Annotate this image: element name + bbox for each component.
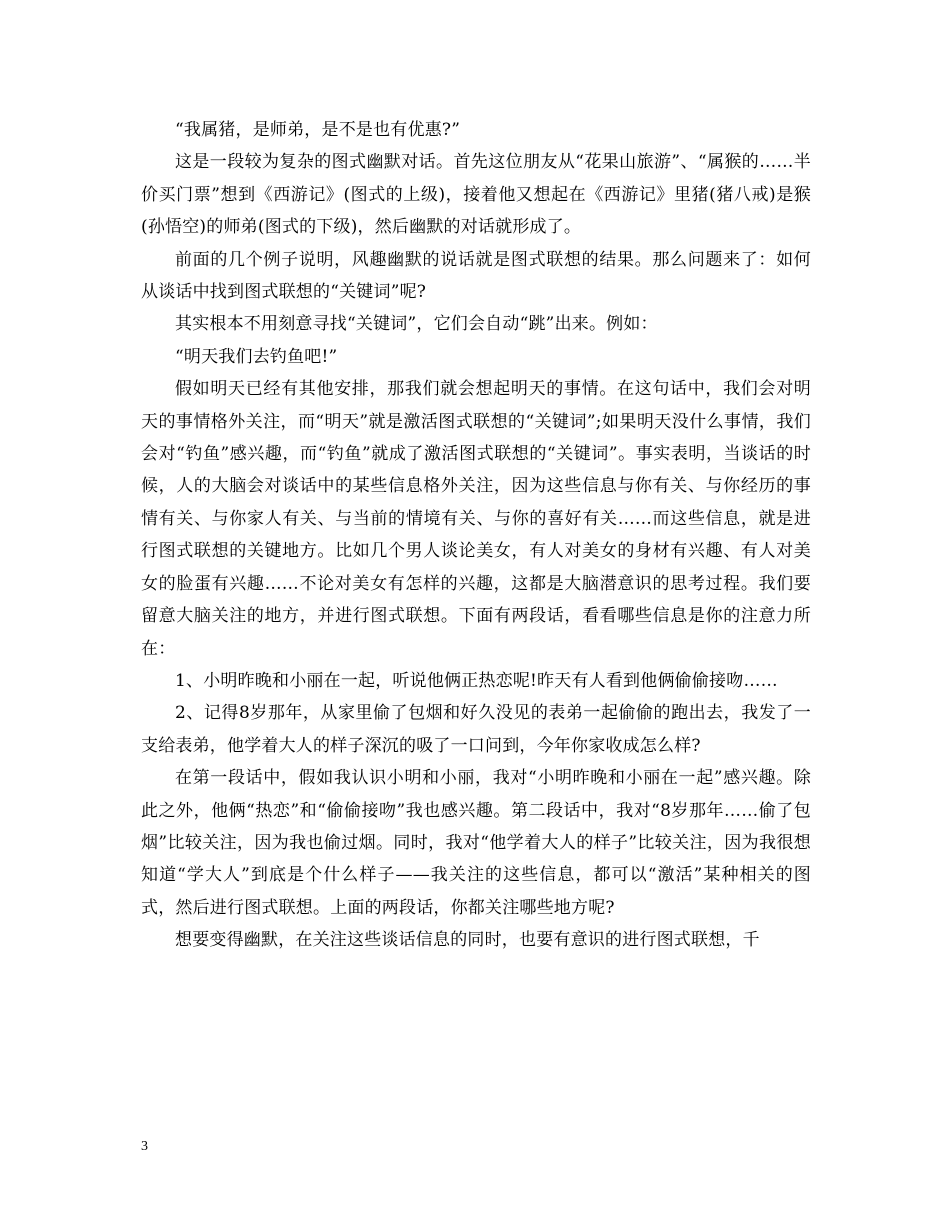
paragraph-6: 假如明天已经有其他安排，那我们就会想起明天的事情。在这句话中，我们会对明天的事情格外关注，而“明天”就是激活图式联想的“关键词”;如果明天没什么事情，我们会对“钓鱼”感兴趣，而“钓鱼”就成了激活图式联想的“关键词”。事实表明，当谈话的时候，人的大脑会对谈话中的某些信息格外关注，因为这些信息与你有关、与你经历的事情有关、与你家人有关、与当前的情境有关、与你的喜好有关……而这些信息，就是进行图式联想的关键地方。比如几个男人谈论美女，有人对美女的身材有兴趣、有人对美女的脸蛋有兴趣……不论对美女有怎样的兴趣，这都是大脑潜意识的思考过程。我们要留意大脑关注的地方，并进行图式联想。下面有两段话，看看哪些信息是你的注意力所在： bbox=[141, 379, 811, 659]
paragraph-7: 1、小明昨晚和小丽在一起，听说他俩正热恋呢!昨天有人看到他俩偷偷接吻…… bbox=[175, 670, 778, 691]
paragraph-4: 其实根本不用刻意寻找“关键词”，它们会自动“跳”出来。例如： bbox=[175, 314, 658, 335]
body-text bbox=[141, 114, 811, 957]
paragraph-1: “我属猪，是师弟，是不是也有优惠?” bbox=[175, 120, 461, 140]
paragraph-5: “明天我们去钓鱼吧!” bbox=[175, 346, 338, 367]
page-number: 3 bbox=[141, 1139, 148, 1154]
paragraph-2: 这是一段较为复杂的图式幽默对话。首先这位朋友从“花果山旅游”、“属猴的……半价买门票”想到《西游记》(图式的上级)，接着他又想起在《西游记》里猪(猪八戒)是猴(孙悟空)的师弟(图式的下级)，然后幽默的对话就形成了。 bbox=[141, 152, 811, 238]
paragraph-10: 想要变得幽默，在关注这些谈话信息的同时，也要有意识的进行图式联想，千 bbox=[175, 930, 760, 951]
paragraph-3: 前面的几个例子说明，风趣幽默的说话就是图式联想的结果。那么问题来了：如何从谈话中找到图式联想的“关键词”呢? bbox=[141, 249, 811, 303]
paragraph-9: 在第一段话中，假如我认识小明和小丽，我对“小明昨晚和小丽在一起”感兴趣。除此之外，他俩“热恋”和“偷偷接吻”我也感兴趣。第二段话中，我对“8岁那年……偷了包烟”比较关注，因为我也偷过烟。同时，我对“他学着大人的样子”比较关注，因为我很想知道“学大人”到底是个什么样子——我关注的这些信息，都可以“激活”某种相关的图式，然后进行图式联想。上面的两段话，你都关注哪些地方呢? bbox=[141, 768, 811, 918]
paragraph-8: 2、记得8岁那年，从家里偷了包烟和好久没见的表弟一起偷偷的跑出去，我发了一支给表弟，他学着大人的样子深沉的吸了一口问到，今年你家收成怎么样? bbox=[141, 703, 811, 756]
